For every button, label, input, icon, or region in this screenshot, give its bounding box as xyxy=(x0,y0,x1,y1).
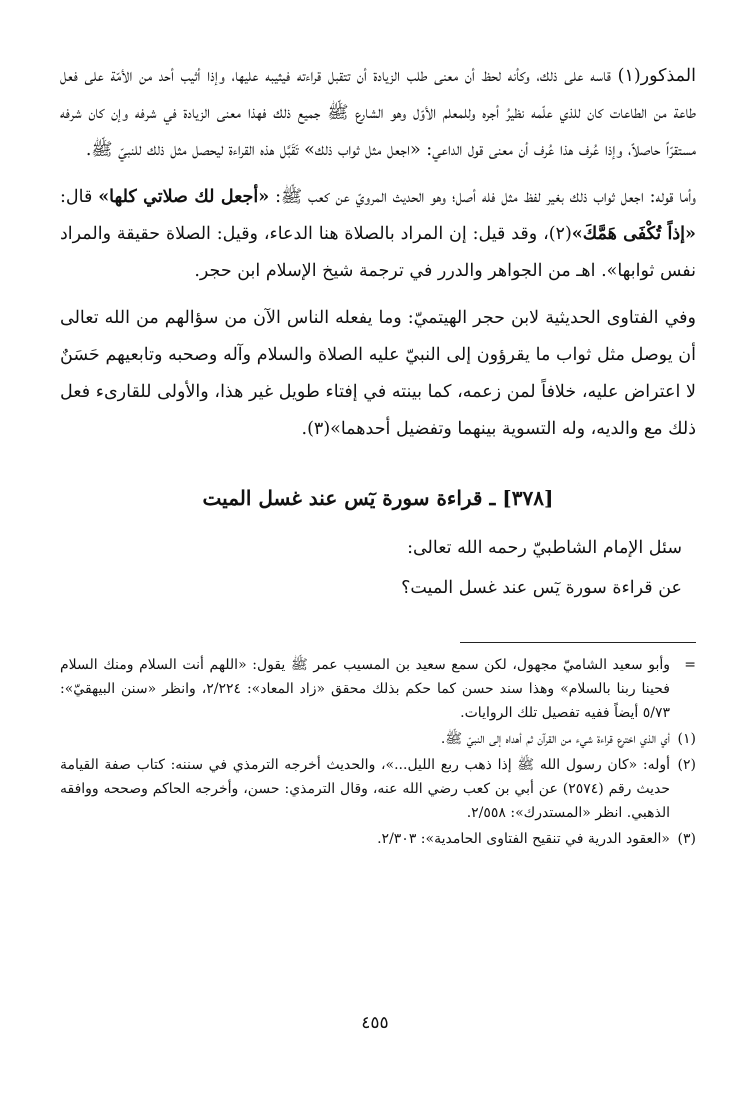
question-line: عن قراءة سورة يٓس عند غسل الميت؟ xyxy=(401,578,682,598)
p2-text-c: (٢)، وقد قيل: إن المراد بالصلاة هنا الدعاء، وقيل: الصلاة حقيقة والمراد نفس ثوابها». اهـ من الجواهر والدرر في ترجمة شيخ الإسلام ابن حجر. xyxy=(60,224,696,281)
footnote-mark: (٣) xyxy=(677,831,696,847)
footnote-text: وأبو سعيد الشاميّ مجهول، لكن سمع سعيد بن المسيب عمر ﷺ يقول: «اللهم أنت السلام ومنك السلام فحينا ربنا بالسلام» وهذا سند حسن كما حكم بذلك محقق «زاد المعاد»: ٢/٢٢٤، وانظر «سنن البيهقيّ»: ٥/٧٣ أيضاً ففيه تفصيل تلك الروايات. xyxy=(60,657,670,721)
p2-text-a: وأما قوله: اجعل ثواب ذلك بغير لفظ مثل فله أصل؛ وهو الحديث المرويّ عن كعب ﷺ: xyxy=(269,187,697,207)
p2-text-b: قال: xyxy=(60,187,99,207)
asker-line: سئل الإمام الشاطبيّ رحمه الله تعالى: xyxy=(407,538,682,558)
p2-hadith-quote: «أجعل لك صلاتي كلها» xyxy=(98,187,270,207)
footnote-text: «العقود الدرية في تنقيح الفتاوى الحامدية»: ٢/٣٠٣. xyxy=(377,831,670,847)
paragraph-1 xyxy=(60,58,696,169)
page-number: ٤٥٥ xyxy=(361,1013,389,1033)
paragraph-2 xyxy=(60,179,696,290)
p3-text: وفي الفتاوى الحديثية لابن حجر الهيتميّ: وما يفعله الناس الآن من سؤالهم من الله تعالى أن يوصل مثل ثواب ما يقرؤون إلى النبيّ عليه الصلاة والسلام وآله وصحبه وتابعيهم حَسَنٌ لا اعتراض عليه، خلافاً لمن زعمه، كما بينته في إفتاء طويل غير هذا، والأولى للقارىء فعل ذلك مع والديه، وله التسوية بينهما وتفضيل أحدهما»(٣). xyxy=(60,308,696,439)
footnote-text: أي الذي اخترع قراءة شيء من القرآن ثم أهداه إلى النبيّ ﷺ. xyxy=(440,731,670,747)
paragraph-3 xyxy=(60,300,696,448)
footnote-mark: = xyxy=(684,657,696,673)
p2-hadith-answer: «إذاً تُكْفَى هَمَّكَ» xyxy=(571,224,696,244)
footnote-divider xyxy=(460,642,696,643)
body-text xyxy=(60,58,696,448)
footnote-3 xyxy=(60,827,696,851)
footnote-text: أوله: «كان رسول الله ﷺ إذا ذهب ربع الليل...»، والحديث أخرجه الترمذي في سننه: كتاب صفة القيامة حديث رقم (٢٥٧٤) عن أبي بن كعب رضي الله عنه، وقال الترمذي: حسن، وأخرجه الحاكم وصححه ووافقه الذهبي. انظر «المستدرك»: ٢/٥٥٨. xyxy=(60,757,670,821)
footnotes xyxy=(60,653,696,851)
p1-text: المذكور(١) قاسه على ذلك، وكأنه لحظ أن معنى طلب الزيادة أن تتقبل قراءته فيثيبه عليها، وإذا أثيب أحد من الأمّة على فعل طاعة من الطاعات كان للذي علّمه نظيرُ أجره وللمعلم الأوّل وهو الشارع ﷺ جميع ذلك فهذا معنى الزيادة في شرفه وإن كان شرفه مستقرّاً حاصلاً، وإذا عُرف هذا عُرف أن معنى قول الداعي: «اجعل مثل ثواب ذلك» تَقَبَّل هذه القراءة ليحصل مثل ذلك للنبيّ ﷺ. xyxy=(60,66,696,160)
footnote-continued xyxy=(60,653,696,725)
footnote-1 xyxy=(60,727,696,751)
footnote-mark: (١) xyxy=(677,731,696,747)
section-heading: [٣٧٨] ـ قراءة سورة يٓس عند غسل الميت xyxy=(202,486,554,510)
footnote-mark: (٢) xyxy=(677,757,696,773)
footnote-2 xyxy=(60,753,696,825)
